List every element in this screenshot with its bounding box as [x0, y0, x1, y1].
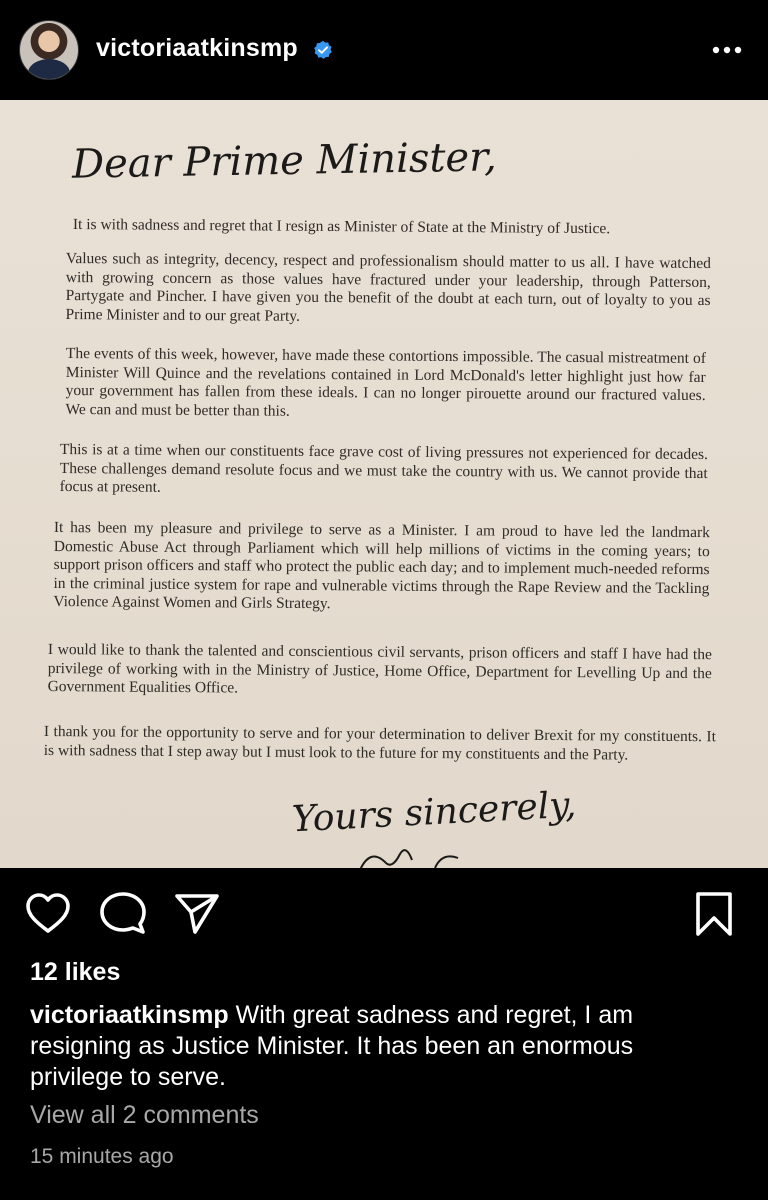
letter-paragraph: The events of this week, however, have made these contortions impossible. The casual mistreatment of Minister Will Quince and the revelations contained in Lord McDonald's letter highlight just how far your government has fallen from these ideals. I can no longer pirouette around our fractured values. We can and must be better than this.	[65, 345, 706, 420]
letter-paragraph: I would like to thank the talented and conscientious civil servants, prison officers and staff I have had the privilege of working with in the Ministry of Justice, Home Office, Department for Levelling Up and the Government Equalities Office.	[47, 641, 712, 697]
username-link[interactable]: victoriaatkinsmp	[96, 34, 298, 62]
action-bar	[0, 868, 768, 958]
likes-count[interactable]: 12 likes	[30, 958, 121, 986]
view-comments-link[interactable]: View all 2 comments	[30, 1101, 259, 1129]
letter-salutation: Dear Prime Minister,	[71, 134, 497, 188]
letter-paragraph: Values such as integrity, decency, respect and professionalism should matter to us all. I have watched with growing concern as those values have fractured under your leadership, through Patterson, Partygate and Pincher. I have given you the benefit of the doubt at each turn, out of loyalty to you as Prime Minister and to our great Party.	[65, 250, 711, 325]
post-header	[0, 0, 768, 100]
heart-icon[interactable]	[24, 890, 72, 938]
signature-stroke	[340, 840, 480, 868]
more-options-icon[interactable]	[709, 36, 745, 64]
post-image-letter[interactable]	[0, 100, 768, 868]
caption-text: With great sadness and regret, I am resigning as Justice Minister. It has been an enormous privilege to serve.	[30, 1001, 634, 1091]
send-icon[interactable]	[173, 890, 221, 938]
bookmark-icon[interactable]	[690, 890, 738, 938]
avatar-figure	[28, 59, 70, 80]
letter-paragraph: I thank you for the opportunity to serve and for your determination to deliver Brexit for my constituents. It is with sadness that I step away but I must look to the future for my constituents and the Party.	[43, 723, 716, 764]
verified-badge-icon	[313, 40, 333, 60]
comment-icon[interactable]	[99, 890, 147, 938]
post-timestamp: 15 minutes ago	[30, 1145, 174, 1168]
letter-signoff: Yours sincerely,	[291, 784, 578, 841]
post-caption	[30, 1000, 730, 1093]
letter-paragraph: This is at a time when our constituents face grave cost of living pressures not experienced for decades. These challenges demand resolute focus and we must take the country with us. We cannot provide that focus at present.	[59, 441, 708, 496]
avatar[interactable]	[19, 20, 79, 80]
caption-username[interactable]: victoriaatkinsmp	[30, 1001, 229, 1029]
letter-paragraph: It is with sadness and regret that I resign as Minister of State at the Ministry of Justice.	[72, 216, 611, 238]
letter-paragraph: It has been my pleasure and privilege to serve as a Minister. I am proud to have led the landmark Domestic Abuse Act through Parliament which will help millions of victims in the coming years; to support prison officers and staff who protect the public each day; and to implement much-needed reforms in the criminal justice system for rape and vulnerable victims through the Rape Review and the Tackling Violence Against Women and Girls Strategy.	[53, 519, 710, 613]
